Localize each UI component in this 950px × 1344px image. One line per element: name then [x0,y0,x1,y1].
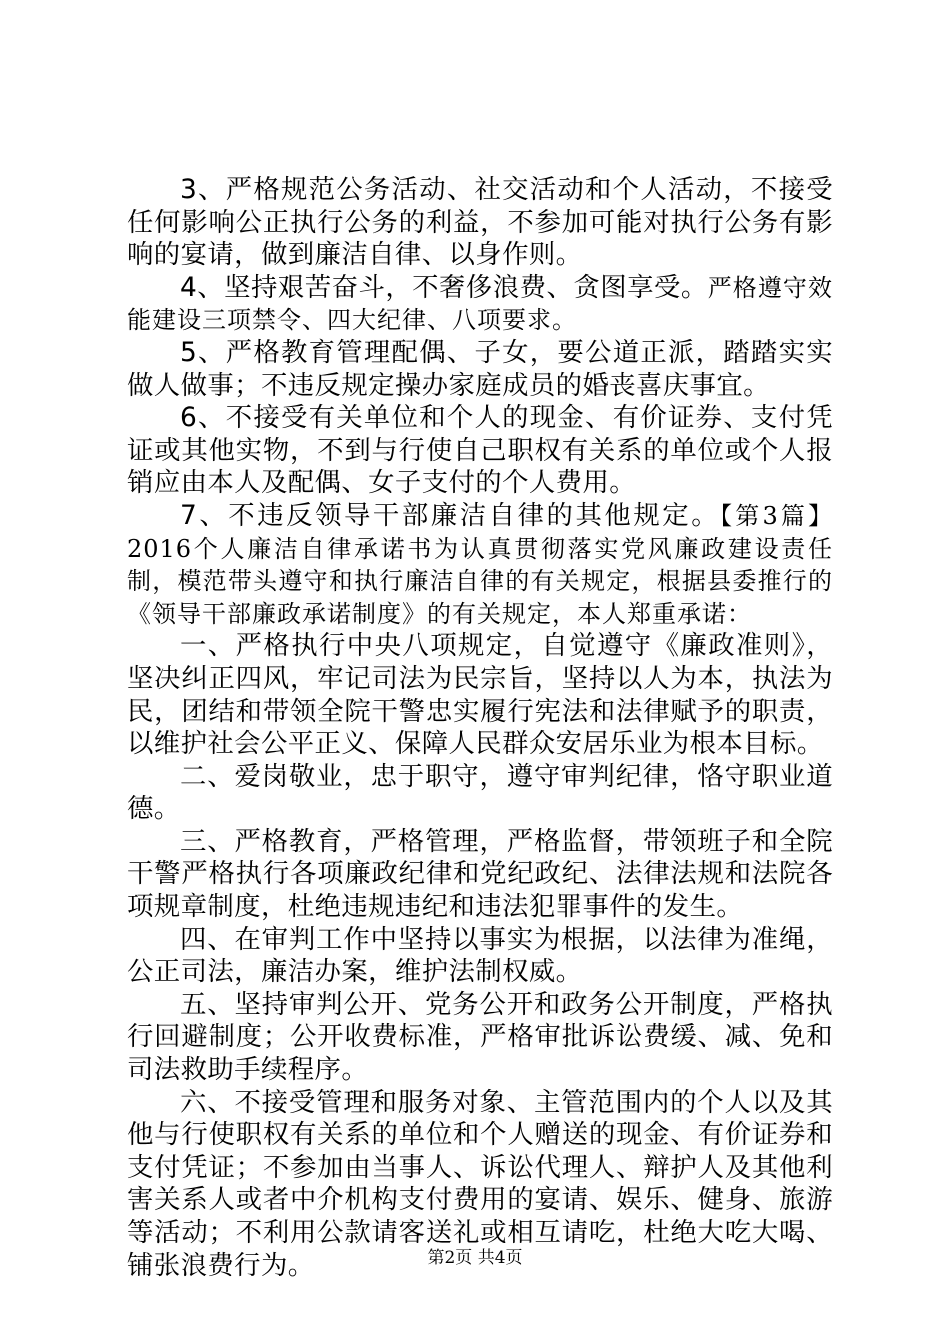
commitment-1 [127,630,833,760]
paragraph-3 [127,174,833,272]
paragraph-4-text: 4、坚持艰苦奋斗，不奢侈浪费、贪图享受。 [180,271,708,303]
paragraph-7-text: 7、不违反领导干部廉洁自律的其他规定。 [180,499,721,531]
paragraph-3-text: 3、严格规范公务活动、社交活动和个人活动，不接受任何影响公正执行公务的利益，不参加可能对执行公务有影响的宴请，做到廉洁自律、以身作则。 [127,174,833,271]
commitment-5 [127,989,833,1087]
document-body [127,174,833,1282]
paragraph-7-inserted-text: 【第3篇】2016个人廉洁自律承诺书为认真贯彻落实党风廉政建设责任制，模范带头遵守和执行廉洁自律的有关规定，根据县委推行的《领导干部廉政承诺制度》的有关规定，本人郑重承诺： [127,501,833,628]
commitment-6-text: 六、不接受管理和服务对象、主管范围内的个人以及其他与行使职权有关系的单位和个人赠送的现金、有价证券和支付凭证；不参加由当事人、诉讼代理人、辩护人及其他利害关系人或者中介机构支付费用的宴请、娱乐、健身、旅游等活动；不利用公款请客送礼或相互请吃，杜绝大吃大喝、铺张浪费行为。 [127,1086,833,1281]
commitment-3-text: 三、严格教育，严格管理，严格监督，带领班子和全院干警严格执行各项廉政纪律和党纪政纪、法律法规和法院各项规章制度，杜绝违规违纪和违法犯罪事件的发生。 [127,825,833,923]
paragraph-6 [127,402,833,500]
commitment-2 [127,761,833,826]
paragraph-7 [127,500,833,630]
commitment-4-text: 四、在审判工作中坚持以事实为根据，以法律为准绳，公正司法，廉洁办案，维护法制权威。 [127,923,833,988]
paragraph-5-text: 5、严格教育管理配偶、子女，要公道正派，踏踏实实做人做事；不违反规定操办家庭成员的婚丧喜庆事宜。 [127,336,833,401]
paragraph-6-text: 6、不接受有关单位和个人的现金、有价证券、支付凭证或其他实物，不到与行使自己职权有关系的单位或个人报销应由本人及配偶、女子支付的个人费用。 [127,402,833,499]
paragraph-4-inserted-text: 严格遵守效能建设三项禁令、四大纪律、八项要求。 [127,273,833,335]
commitment-3 [127,826,833,924]
paragraph-4 [127,272,833,337]
page-indicator: 第2页 共4页 [427,1248,523,1268]
commitment-2-text: 二、爱岗敬业，忠于职守，遵守审判纪律，恪守职业道德。 [127,760,833,825]
commitment-1-text: 一、严格执行中央八项规定，自觉遵守《廉政准则》，坚决纠正四风，牢记司法为民宗旨，坚持以人为本，执法为民，团结和带领全院干警忠实履行宪法和法律赋予的职责，以维护社会公平正义、保障人民群众安居乐业为根本目标。 [127,630,833,760]
commitment-5-text: 五、坚持审判公开、党务公开和政务公开制度，严格执行回避制度；公开收费标准，严格审批诉讼费缓、减、免和司法救助手续程序。 [127,988,833,1086]
page-footer [0,1243,950,1268]
paragraph-5 [127,337,833,402]
commitment-4 [127,924,833,989]
